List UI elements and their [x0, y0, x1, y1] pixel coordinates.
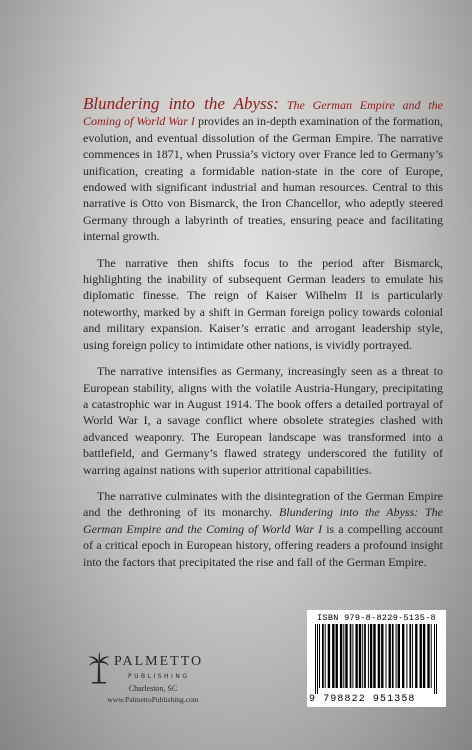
blurb-text — [83, 96, 443, 580]
isbn-barcode — [307, 610, 446, 707]
palm-tree-icon — [88, 652, 110, 686]
publisher-city: Charleston, SC — [128, 684, 178, 693]
blurb-paragraph-4-title: Blundering into the Abyss: The German Empire and the Coming of World War I — [83, 505, 444, 536]
blurb-paragraph-4 — [83, 488, 443, 570]
blurb-paragraph-4-text-b: is a compelling account of a critical epoch in European history, offering readers a profound insight into the factors that precipitated the rise and fall of the German Empire. — [83, 521, 443, 569]
blurb-paragraph-3: The narrative intensifies as Germany, increasingly seen as a threat to European stability, aligns with the volatile Austria-Hungary, precipitating a catastrophic war in August 1914. The book offers a detailed portrayal of World War I, a savage conflict where obsolete strategies clashed with advanced weaponry. The European landscape was transformed into a battlefield, and Germany’s flawed strategy underscored the futility of warring against nations with superior attritional capabilities. — [83, 364, 443, 477]
publisher-logo — [88, 652, 218, 712]
blurb-paragraph-2: The narrative then shifts focus to the period after Bismarck, highlighting the inability of subsequent German leaders to emulate his diplomatic finesse. The reign of Kaiser Wilhelm II is particularly noteworthy, marked by a shift in German foreign policy towards colonial and military expansion. Kaiser’s erratic and arrogant leadership style, using foreign policy to intimidate other nations, is vividly portrayed. — [83, 255, 443, 352]
barcode-bars — [315, 624, 438, 694]
book-title: Blundering into the Abyss: — [83, 94, 279, 113]
blurb-paragraph-4-text-a: The narrative culminates with the disintegration of the German Empire and the dethroning of its monarchy. — [83, 488, 443, 520]
barcode-digits: 9 798822 951358 — [309, 694, 416, 705]
blurb-paragraph-1 — [83, 96, 443, 245]
isbn-label: ISBN 979-8-8229-5135-8 — [317, 613, 436, 623]
publisher-url: www.PalmettoPublishing.com — [107, 695, 199, 704]
blurb-paragraph-1-text: provides an in-depth examination of the formation, evolution, and eventual dissolution of the German Empire. The narrative commences in 1871, when Prussia’s victory over France led to Germany’s unification, creating a formidable nation-state in the core of Europe, endowed with significant industrial and human resources. Central to this narrative is Otto von Bismarck, the Iron Chancellor, who adeptly steered Germany through a labyrinth of treaties, ensuring peace and facilitating internal growth. — [83, 114, 444, 244]
publisher-name: PALMETTO — [114, 654, 204, 669]
book-subtitle: The German Empire and the Coming of World War I — [83, 98, 444, 129]
publisher-tagline: PUBLISHING — [128, 673, 190, 680]
